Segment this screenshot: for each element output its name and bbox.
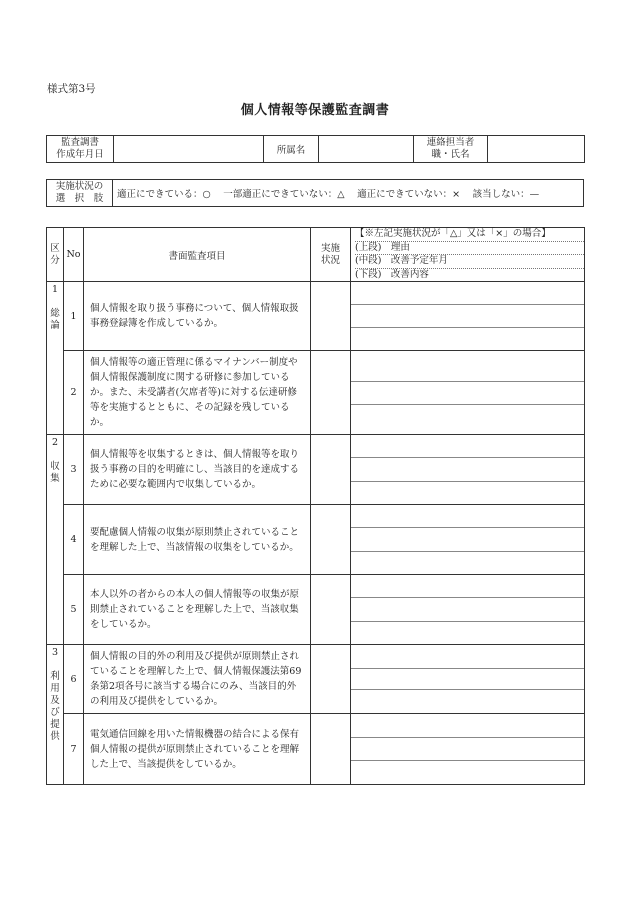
row-no: 6 (64, 645, 84, 714)
legend-text: 適正にできている：○ 一部適正にできていない：△ 適正にできていない：× 該当しない：— (113, 180, 584, 207)
section-3: 3 利用及び提供 (47, 645, 64, 785)
row-no: 4 (64, 505, 84, 575)
legend-label: 実施状況の 選 択 肢 (47, 180, 113, 207)
department-label: 所属名 (264, 136, 319, 163)
row-item-text: 要配慮個人情報の収集が原則禁止されていることを理解した上で、当該情報の収集をしているか。 (84, 505, 311, 575)
note-cell[interactable] (351, 714, 585, 785)
note-upper: (上段) 理由 (355, 242, 584, 256)
row-no: 7 (64, 714, 84, 785)
col-no: No (64, 228, 84, 282)
status-cell[interactable] (311, 714, 351, 785)
status-cell[interactable] (311, 435, 351, 505)
col-item: 書面監査項目 (84, 228, 311, 282)
row-no: 1 (64, 282, 84, 351)
note-cell[interactable] (351, 575, 585, 645)
header-table (46, 135, 585, 163)
status-cell[interactable] (311, 505, 351, 575)
audit-date-field[interactable] (114, 136, 264, 163)
row-item-text: 個人情報等を収集するときは、個人情報等を取り扱う事務の目的を明確にし、当該目的を達成するために必要な範囲内で収集しているか。 (84, 435, 311, 505)
row-item-text: 個人情報等の適正管理に係るマイナンバー制度や個人情報保護制度に関する研修に参加しているか。また、未受講者(欠席者等)に対する伝達研修等を実施するとともに、その記録を残しているか。 (84, 351, 311, 435)
legend-table (46, 179, 584, 207)
row-item-text: 個人情報の目的外の利用及び提供が原則禁止されていることを理解した上で、個人情報保護法第69条第2項各号に該当する場合にのみ、当該目的外の利用及び提供をしているか。 (84, 645, 311, 714)
note-cell[interactable] (351, 435, 585, 505)
note-cell[interactable] (351, 505, 585, 575)
col-status: 実施 状況 (311, 228, 351, 282)
col-note (351, 228, 585, 282)
row-item-text: 個人情報を取り扱う事務について、個人情報取扱事務登録簿を作成しているか。 (84, 282, 311, 351)
form-number: 様式第3号 (47, 83, 96, 95)
row-no: 2 (64, 351, 84, 435)
status-cell[interactable] (311, 645, 351, 714)
status-cell[interactable] (311, 282, 351, 351)
contact-field[interactable] (488, 136, 585, 163)
note-lower: (下段) 改善内容 (355, 268, 429, 280)
col-kubun: 区分 (47, 228, 64, 282)
note-title: 【※左記実施状況が「△」又は「×」の場合】 (355, 228, 584, 242)
audit-date-label: 監査調書 作成年月日 (47, 136, 114, 163)
note-cell[interactable] (351, 645, 585, 714)
audit-items-table (46, 227, 585, 785)
status-cell[interactable] (311, 575, 351, 645)
note-cell[interactable] (351, 351, 585, 435)
department-field[interactable] (319, 136, 414, 163)
row-item-text: 電気通信回線を用いた情報機器の結合による保有個人情報の提供が原則禁止されていることを理解した上で、当該提供をしているか。 (84, 714, 311, 785)
contact-label: 連絡担当者 職・氏名 (414, 136, 488, 163)
document-title: 個人情報等保護監査調書 (240, 103, 390, 118)
section-2: 2 収集 (47, 435, 64, 645)
status-cell[interactable] (311, 351, 351, 435)
row-no: 5 (64, 575, 84, 645)
row-item-text: 本人以外の者からの本人の個人情報等の収集が原則禁止されていることを理解した上で、当該収集をしているか。 (84, 575, 311, 645)
note-cell[interactable] (351, 282, 585, 351)
section-1: 1 総論 (47, 282, 64, 435)
row-no: 3 (64, 435, 84, 505)
note-middle: (中段) 改善予定年月 (355, 255, 584, 269)
